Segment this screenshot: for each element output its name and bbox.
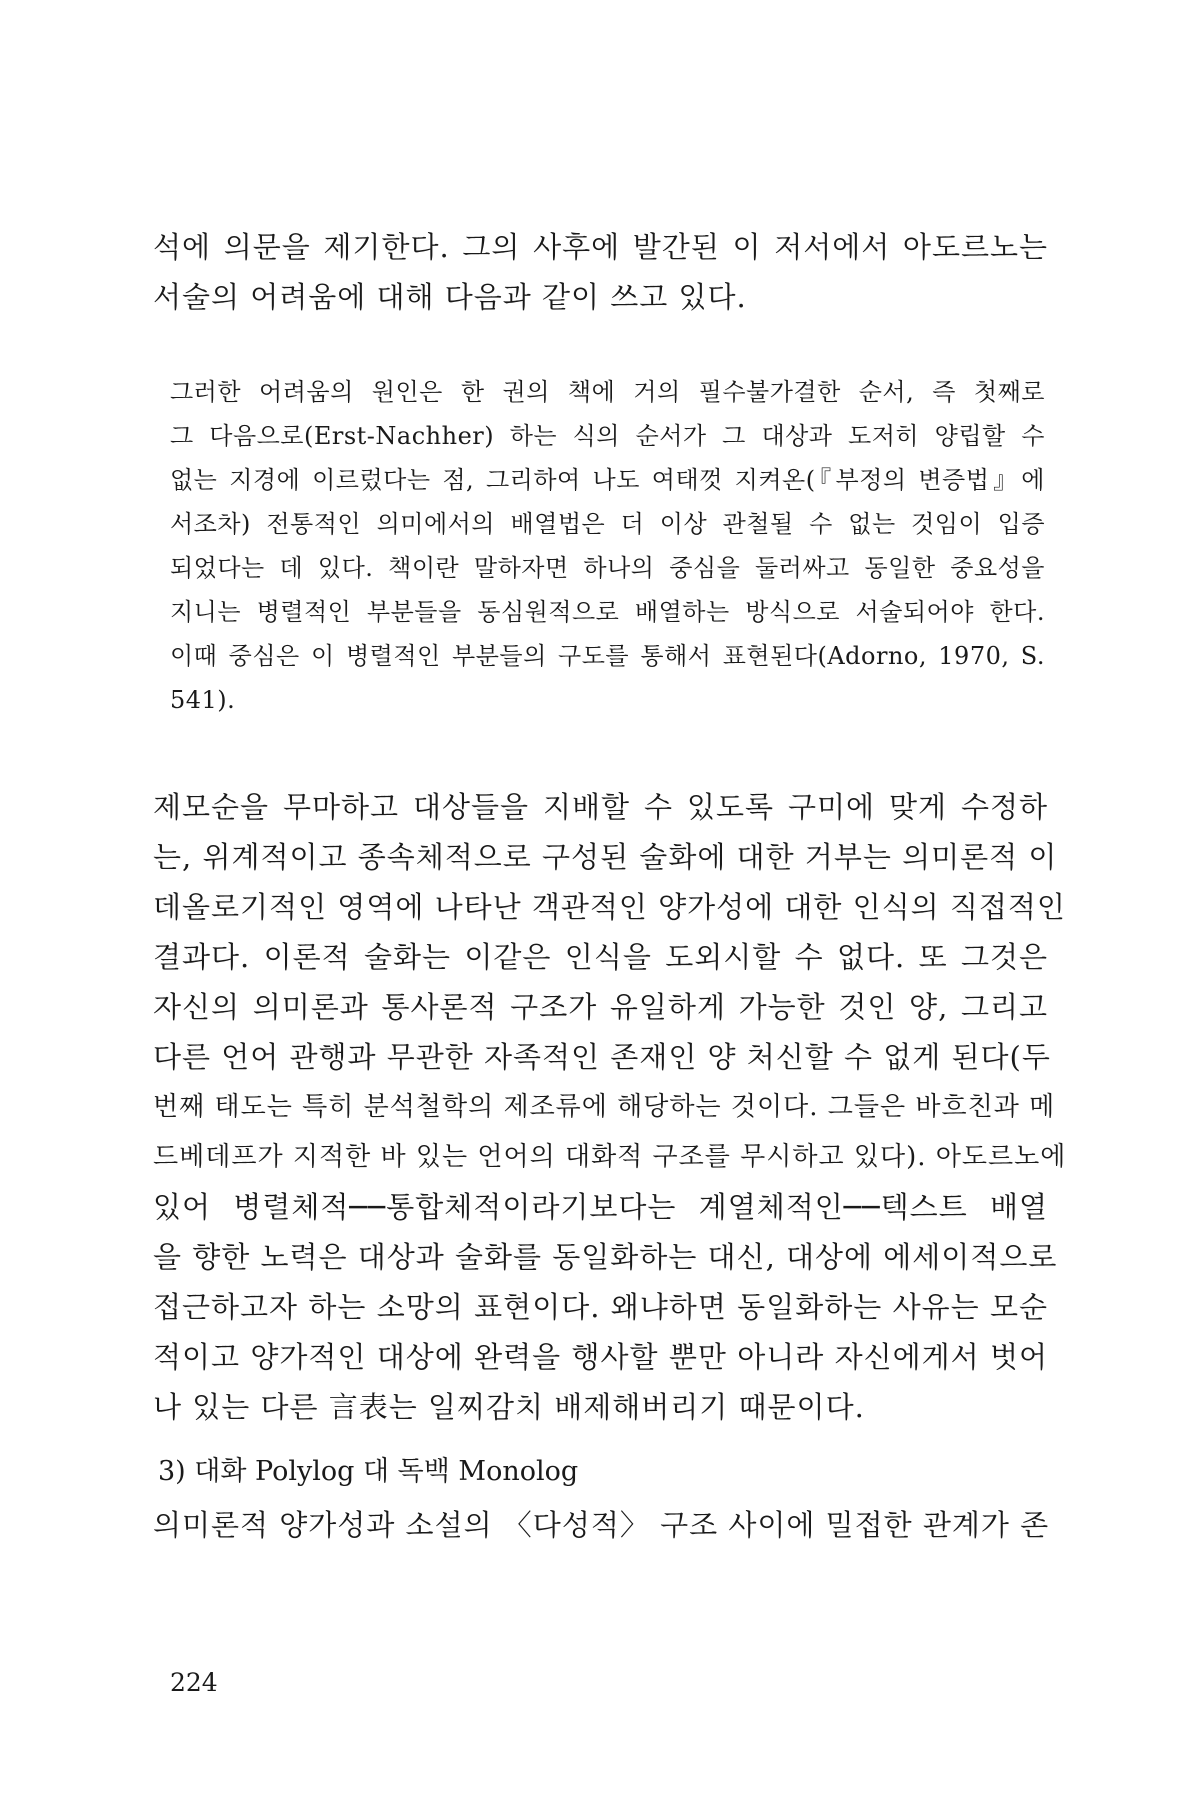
quote-line: 이때 중심은 이 병렬적인 부분들의 구도를 통해서 표현된다(Adorno, 1970, S. bbox=[170, 642, 1045, 670]
text-line: 을 향한 노력은 대상과 술화를 동일화하는 대신, 대상에 에세이적으로 bbox=[153, 1240, 1058, 1274]
quote-line: 그러한 어려움의 원인은 한 권의 책에 거의 필수불가결한 순서, 즉 첫째로 bbox=[170, 378, 1045, 406]
text-line: 결과다. 이론적 술화는 이같은 인식을 도외시할 수 없다. 또 그것은 bbox=[153, 940, 1048, 974]
text-line: 석에 의문을 제기한다. 그의 사후에 발간된 이 저서에서 아도르노는 bbox=[153, 230, 1048, 264]
text-line: 데올로기적인 영역에 나타난 객관적인 양가성에 대한 인식의 직접적인 bbox=[153, 890, 1066, 924]
text-line small-line: 번째 태도는 특히 분석철학의 제조류에 해당하는 것이다. 그들은 바흐친과 메 bbox=[153, 1092, 1056, 1122]
text-line: 의미론적 양가성과 소설의 〈다성적〉 구조 사이에 밀접한 관계가 존 bbox=[153, 1508, 1050, 1542]
text-line: 다른 언어 관행과 무관한 자족적인 존재인 양 처신할 수 없게 된다(두 bbox=[153, 1040, 1051, 1074]
quote-line: 서조차) 전통적인 의미에서의 배열법은 더 이상 관철될 수 없는 것임이 입증 bbox=[170, 510, 1045, 538]
quote-line: 되었다는 데 있다. 책이란 말하자면 하나의 중심을 둘러싸고 동일한 중요성을 bbox=[170, 554, 1045, 582]
section-heading: 3) 대화 Polylog 대 독백 Monolog bbox=[158, 1456, 579, 1487]
text-line: 적이고 양가적인 대상에 완력을 행사할 뿐만 아니라 자신에게서 벗어 bbox=[153, 1340, 1048, 1374]
block-quote bbox=[170, 370, 1045, 722]
text-line: 제모순을 무마하고 대상들을 지배할 수 있도록 구미에 맞게 수정하 bbox=[153, 790, 1048, 824]
paragraph-3 bbox=[153, 1500, 1048, 1550]
text-line: 있어 병렬체적──통합체적이라기보다는 계열체적인──텍스트 배열 bbox=[153, 1190, 1048, 1224]
text-line: 는, 위계적이고 종속체적으로 구성된 술화에 대한 거부는 의미론적 이 bbox=[153, 840, 1058, 874]
quote-line: 없는 지경에 이르렀다는 점, 그리하여 나도 여태껏 지켜온(『부정의 변증법』에 bbox=[170, 466, 1045, 494]
text-line: 나 있는 다른 言表는 일찌감치 배제해버리기 때문이다. bbox=[153, 1390, 865, 1424]
text-line: 서술의 어려움에 대해 다음과 같이 쓰고 있다. bbox=[153, 280, 747, 314]
paragraph-1 bbox=[153, 222, 1048, 322]
quote-line: 지니는 병렬적인 부분들을 동심원적으로 배열하는 방식으로 서술되어야 한다. bbox=[170, 598, 1045, 626]
quote-line: 541). bbox=[170, 686, 236, 714]
text-line: 자신의 의미론과 통사론적 구조가 유일하게 가능한 것인 양, 그리고 bbox=[153, 990, 1048, 1024]
text-line: 접근하고자 하는 소망의 표현이다. 왜냐하면 동일화하는 사유는 모순 bbox=[153, 1290, 1048, 1324]
paragraph-2 bbox=[153, 782, 1067, 1432]
quote-line: 그 다음으로(Erst-Nachher) 하는 식의 순서가 그 대상과 도저히 양립할 수 bbox=[170, 422, 1045, 450]
page-number: 224 bbox=[170, 1668, 218, 1697]
text-line small-line: 드베데프가 지적한 바 있는 언어의 대화적 구조를 무시하고 있다). 아도르노에 bbox=[153, 1142, 1067, 1172]
